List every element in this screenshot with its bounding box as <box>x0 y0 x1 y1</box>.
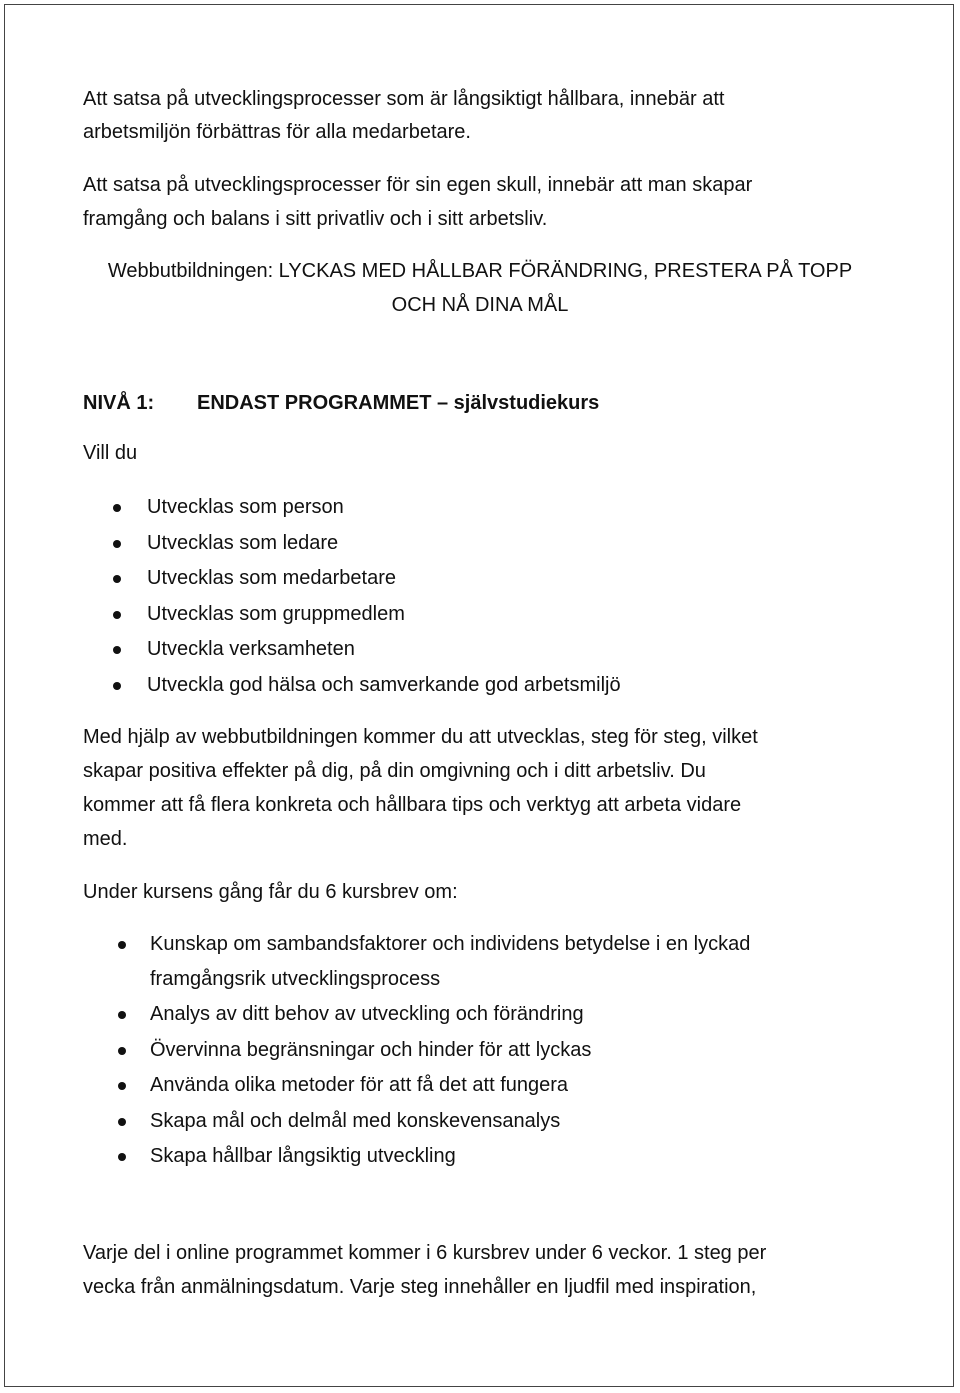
list-item: Utvecklas som ledare <box>113 526 621 562</box>
level-label: NIVÅ 1: <box>83 392 155 414</box>
intro-p2-line1: Att satsa på utvecklingsprocesser för sin egen skull, innebär att man skapar <box>83 174 753 196</box>
list-item: Utvecklas som medarbetare <box>113 561 621 597</box>
final-line2: vecka från anmälningsdatum. Varje steg innehåller en ljudfil med inspiration, <box>83 1276 757 1298</box>
help-line2: skapar positiva effekter på dig, på din omgivning och i ditt arbetsliv. Du <box>83 760 706 782</box>
bullet-icon <box>118 941 126 949</box>
bullet-icon <box>118 1153 126 1161</box>
bullet-icon <box>113 575 121 583</box>
list-item: Utvecklas som gruppmedlem <box>113 597 621 633</box>
bullet-icon <box>113 611 121 619</box>
goals-list <box>113 490 621 704</box>
bullet-icon <box>113 646 121 654</box>
help-line1: Med hjälp av webbutbildningen kommer du att utvecklas, steg för steg, vilket <box>83 726 758 748</box>
list-item: Utveckla god hälsa och samverkande god arbetsmiljö <box>113 668 621 704</box>
vill-du: Vill du <box>83 442 138 464</box>
list-item: Utvecklas som person <box>113 490 621 526</box>
intro-p1-line1: Att satsa på utvecklingsprocesser som är långsiktigt hållbara, innebär att <box>83 88 725 110</box>
final-line1: Varje del i online programmet kommer i 6 kursbrev under 6 veckor. 1 steg per <box>83 1242 767 1264</box>
bullet-icon <box>118 1011 126 1019</box>
heading-line2: OCH NÅ DINA MÅL <box>391 294 569 316</box>
list-item: Utveckla verksamheten <box>113 632 621 668</box>
help-line4: med. <box>83 828 128 850</box>
intro-p1-line2: arbetsmiljön förbättras för alla medarbetare. <box>83 121 471 143</box>
bullet-icon <box>118 1047 126 1055</box>
course-intro: Under kursens gång får du 6 kursbrev om: <box>83 881 458 903</box>
level-title: ENDAST PROGRAMMET – självstudiekurs <box>197 392 600 414</box>
bullet-icon <box>113 540 121 548</box>
heading-line1: Webbutbildningen: LYCKAS MED HÅLLBAR FÖRÄNDRING, PRESTERA PÅ TOPP <box>107 260 853 282</box>
bullet-icon <box>118 1118 126 1126</box>
intro-p2-line2: framgång och balans i sitt privatliv och i sitt arbetsliv. <box>83 208 548 230</box>
bullet-icon <box>113 682 121 690</box>
help-line3: kommer att få flera konkreta och hållbara tips och verktyg att arbeta vidare <box>83 794 742 816</box>
bullet-icon <box>118 1082 126 1090</box>
bullet-icon <box>113 504 121 512</box>
